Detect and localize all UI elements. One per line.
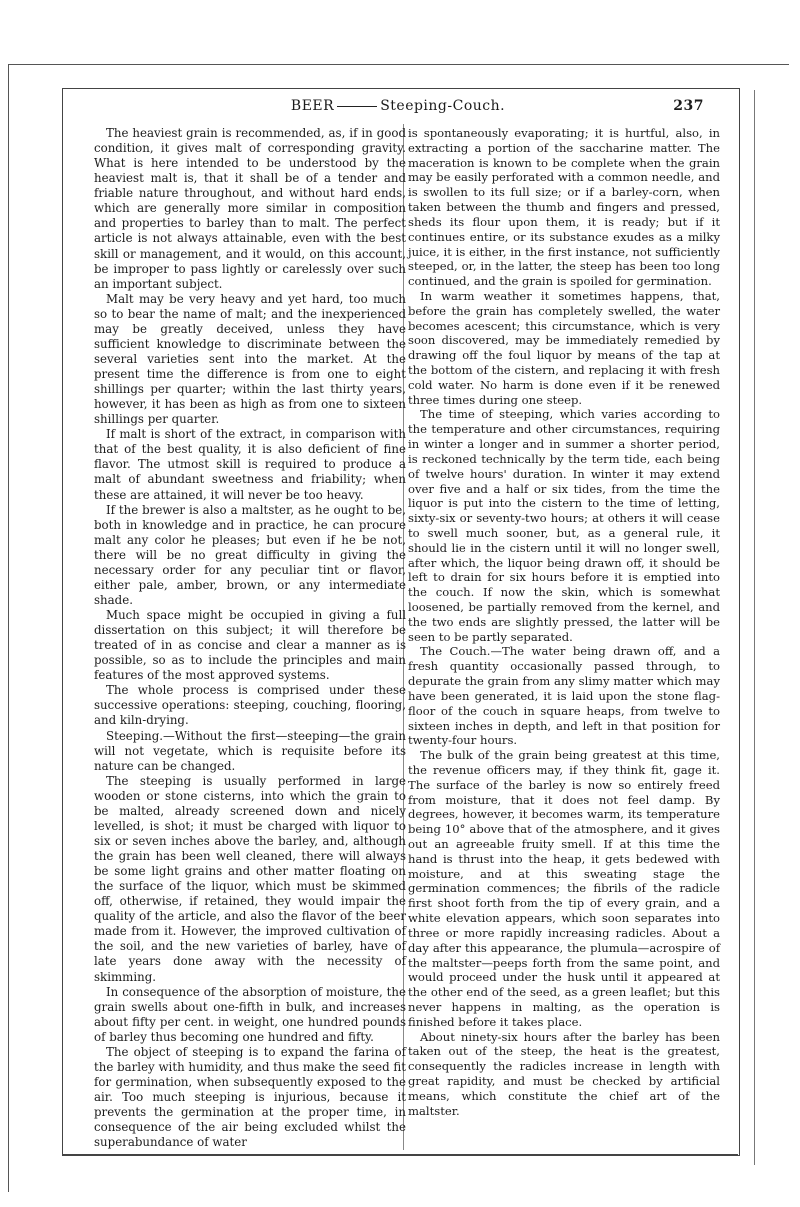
paragraph: Much space might be occupied in giving a full dissertation on this subject; it will therefore be treated of in as concise and clear a manner as is possible, so as to include the principles and main features of the most approved systems. bbox=[94, 608, 406, 683]
right-margin-rule bbox=[754, 90, 755, 1165]
right-column bbox=[408, 126, 720, 1118]
paragraph: If malt is short of the extract, in comparison with that of the best quality, it is also deficient of fine flavor. The utmost skill is required to produce a malt of abundant sweetness and friability; when these are attained, it will never be too heavy. bbox=[94, 427, 406, 502]
paragraph: The object of steeping is to expand the farina of the barley with humidity, and thus make the seed fit for germination, when subsequently exposed to the air. Too much steeping is injurious, because it prevents the germination at the proper time, in consequence of the air being excluded whilst the superabundance of water bbox=[94, 1044, 407, 1150]
paragraph: The steeping is usually performed in large wooden or stone cisterns, into which the grain to be malted, already screened down and nicely levelled, is shot; it must be charged with liquor to six or seven inches above the barley, and, although the grain has been well cleaned, there will always be some light grains and other matter floating on the surface of the liquor, which must be skimmed off, otherwise, if retained, they would impair the quality of the article, and also the flavor of the beer made from it. However, the improved cultivation of the soil, and the new varieties of barley, have of late years done away with the necessity of skimming. bbox=[94, 773, 406, 984]
header-left: BEER bbox=[290, 98, 335, 114]
paragraph: The bulk of the grain being greatest at this time, the revenue officers may, if they think fit, gage it. The surface of the barley is now so entirely freed from moisture, that it does not feel damp. By degrees, however, it becomes warm, its temperature being 10° above that of the atmosphere, and it gives out an agreeable fruity smell. If at this time the hand is thrust into the heap, it gets bedewed with moisture, and at this sweating stage the germination commences; the fibrils of the radicle first shoot forth from the tip of every grain, and a white elevation appears, which soon separates into three or more rapidly increasing radicles. About a day after this appearance, the plumula—acrospire of the maltster—peeps forth from the same point, and would proceed under the husk until it appeared at the other end of the seed, as a green leaflet; but this never happens in malting, as the operation is finished before it takes place. bbox=[408, 748, 720, 1029]
paragraph: If the brewer is also a maltster, as he ought to be, both in knowledge and in practice, he can procure malt any color he pleases; but even if he be not, there will be no great difficulty in giving the necessary order for any peculiar tint or flavor, either pale, amber, brown, or any intermediate shade. bbox=[94, 502, 406, 607]
bottom-rule bbox=[62, 1154, 738, 1155]
running-header bbox=[92, 98, 704, 118]
left-column bbox=[94, 126, 406, 1150]
paragraph: is spontaneously evaporating; it is hurtful, also, in extracting a portion of the saccharine matter. The maceration is known to be complete when the grain may be easily perforated with a common needle, and is swollen to its full size; or if a barley-corn, when taken between the thumb and fingers and pressed, sheds its flour upon them, it is ready; but if it continues entire, or its substance exudes as a milky juice, it is either, in the first instance, not sufficiently steeped, or, in the latter, the steep has been too long continued, and the grain is spoiled for germination. bbox=[408, 126, 720, 289]
paragraph: The time of steeping, which varies according to the temperature and other circumstances, requiring in winter a longer and in summer a shorter period, is reckoned technically by the term tide, each being of twelve hours' duration. In winter it may extend over five and a half or six tides, from the time the liquor is put into the cistern to the time of letting, sixty-six or seventy-two hours; at others it will cease to swell much sooner, but, as a general rule, it should lie in the cistern until it will no longer swell, after which, the liquor being drawn off, it should be left to drain for six hours before it is emptied into the couch. If now the skin, which is somewhat loosened, be partially removed from the kernel, and the two ends are slightly pressed, the latter will be seen to be partly separated. bbox=[408, 407, 720, 644]
paragraph: Steeping.—Without the first—steeping—the grain will not vegetate, which is requisite before its nature can be changed. bbox=[94, 728, 406, 773]
paragraph: The Couch.—The water being drawn off, and a fresh quantity occasionally passed through, to depurate the grain from any slimy matter which may have been generated, it is laid upon the stone flag-floor of the couch in square heaps, from twelve to sixteen inches in depth, and left in that position for twenty-four hours. bbox=[408, 644, 720, 748]
header-right: Steeping-Couch. bbox=[380, 98, 506, 114]
paragraph: In warm weather it sometimes happens, that, before the grain has completely swelled, the water becomes acescent; this circumstance, which is very soon discovered, may be immediately remedied by drawing off the foul liquor by means of the tap at the bottom of the cistern, and replacing it with fresh cold water. No harm is done even if it be renewed three times during one steep. bbox=[408, 288, 720, 407]
paragraph: The heaviest grain is recommended, as, if in good condition, it gives malt of corresponding gravity. What is here intended to be understood by the heaviest malt is, that it shall be of a tender and friable nature throughout, and without hard ends, which are generally more similar in composition and properties to barley than to malt. The perfect article is not always attainable, even with the best skill or management, and it would, on this account, be improper to pass lightly or carelessly over such an important subject. bbox=[94, 126, 406, 291]
paragraph: About ninety-six hours after the barley has been taken out of the steep, the heat is the greatest, consequently the radicles increase in length with great rapidity, and must be checked by artificial means, which constitute the chief art of the maltster. bbox=[408, 1029, 720, 1118]
paragraph: The whole process is comprised under these successive operations: steeping, couching, flooring, and kiln-drying. bbox=[94, 683, 406, 728]
paragraph: Malt may be very heavy and yet hard, too much so to bear the name of malt; and the inexperienced may be greatly deceived, unless they have sufficient knowledge to discriminate between the several varieties sent into the market. At the present time the difference is from one to eight shillings per quarter; within the last thirty years, however, it has been as high as from one to sixteen shillings per quarter. bbox=[94, 291, 406, 427]
header-dash bbox=[337, 106, 377, 107]
paragraph: In consequence of the absorption of moisture, the grain swells about one-fifth in bulk, and increases about fifty per cent. in weight, one hundred pounds of barley thus becoming one hundred and fifty. bbox=[94, 984, 406, 1044]
header-title bbox=[92, 98, 704, 114]
page-number: 237 bbox=[673, 98, 704, 114]
